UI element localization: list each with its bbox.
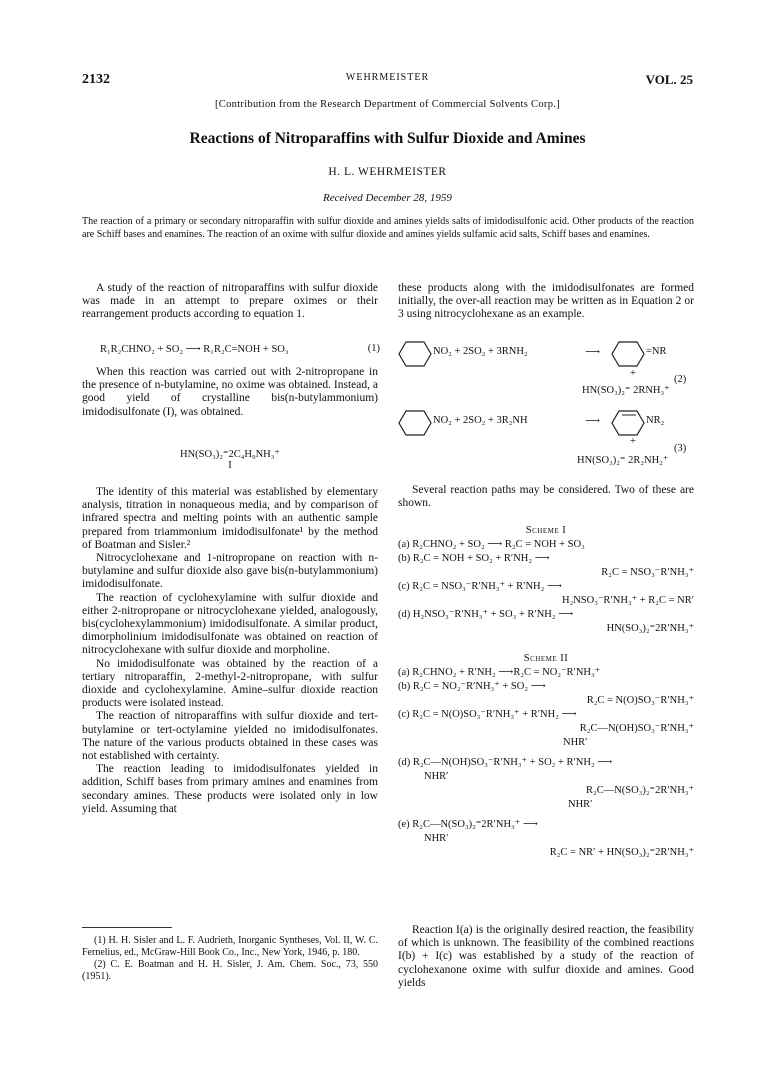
abstract: The reaction of a primary or secondary nitroparaffin with sulfur dioxide and amines yields salts of imidodisulfonic acid. Other products of the reaction are Schiff bases and enamines. The reaction of an oxime with sulfur dioxide and amines yields sulfamic acid salts, Schiff bases and enamines. [82,216,694,240]
scheme-step-product: R₂C = NR′ + HN(SO₃)₂⁼2R′NH₃⁺ [549,847,694,858]
scheme-step-product: HN(SO₃)₂⁼2R′NH₃⁺ [606,623,694,634]
arrow-icon: ⟶ [585,416,601,427]
compound-I [82,448,378,471]
running-title: WEHRMEISTER [345,72,430,83]
scheme-title: Scheme I [525,525,567,536]
eq2-number: (2) [674,374,687,385]
page-number: 2132 [82,72,110,87]
scheme-step: (a) R₂CHNO₂ + R′NH₂ ⟶R₂C = NO₂⁻R′NH₃⁺ [398,667,601,678]
received-date: Received December 28, 1959 [323,192,452,204]
scheme-step: (d) R₂C—N(OH)SO₃⁻R′NH₃⁺ + SO₂ + R′NH₂ ⟶ [398,757,613,768]
scheme-step: (e) R₂C—N(SO₃)₂⁼2R′NH₃⁺ ⟶ [398,819,538,830]
equation-number: (1) [367,343,380,354]
arrow-icon: ⟶ [585,347,601,358]
paragraph: A study of the reaction of nitroparaffins with sulfur dioxide was made in an attempt to prepare oximes or their rearrangement products according to equation 1. [82,282,378,321]
scheme-step: (a) R₂CHNO₂ + SO₂ ⟶ R₂C = NOH + SO₃ [398,539,585,550]
left-column-3 [82,486,378,816]
scheme-title: Scheme II [523,653,569,664]
scheme-step-product: R₂C = N(O)SO₃⁻R′NH₃⁺ [586,695,694,706]
eq3-plus: + [630,436,636,447]
scheme-substituent: NHR′ [424,833,449,844]
eq3-reactants: NO₂ + 2SO₂ + 3R₂NH [433,415,528,426]
scheme-step-product: R₂C—N(SO₃)₂⁼2R′NH₃⁺ [586,785,694,796]
footnote-1: (1) H. H. Sisler and L. F. Audrieth, Inorganic Syntheses, Vol. II, W. C. Fernelius, ed., McGraw-Hill Book Co., Inc., New York, 1946, p. 180. [82,935,378,958]
eq2-reactants: NO₂ + 2SO₂ + 3RNH₂ [433,346,528,357]
volume-label: VOL. 25 [645,72,693,87]
footnote-2: (2) C. E. Boatman and H. H. Sisler, J. Am. Chem. Soc., 73, 550 (1951). [82,959,378,982]
contribution-note: [Contribution from the Research Department of Commercial Solvents Corp.] [215,99,560,110]
paragraph: The reaction leading to imidodisulfonates yielded in addition, Schiff bases from primary amines and enamines from secondary amines. These products were isolated only in low yield. Assuming that [82,763,378,815]
left-column [82,282,378,322]
eq2-product: =NR [646,346,667,357]
paragraph: The reaction of cyclohexylamine with sulfur dioxide and either 2-nitropropane or nitrocyclohexane yielded, analogously, bis(cyclohexylammonium) imidodisulfonate. A similar product, dimorpholinium imidodisulfonate was obtained on reaction of nitrocyclohexane with sulfur dioxide and morpholine. [82,591,378,657]
footnotes [82,935,378,983]
left-column-2 [82,366,378,419]
paragraph: The identity of this material was established by elementary analysis, titration in nonaqueous media, and by comparison of infrared spectra and melting points with an authentic sample prepared from triammonium imidodisulfonate¹ by the method of Boatman and Sisler.² [82,486,378,551]
compound-label: I [228,460,232,471]
scheme-I [398,524,694,636]
paragraph: Reaction I(a) is the originally desired reaction, the feasibility of which is unknown. The feasibility of the combined reactions I(b) + I(c) was established by a study of the reaction of cyclohexanone oxime with sulfur dioxide and amines. Good yields [398,924,694,989]
scheme-step-product: R₂C—N(OH)SO₃⁻R′NH₃⁺ [579,723,694,734]
scheme-step-product: R₂C = NSO₃⁻R′NH₃⁺ [601,567,694,578]
paragraph: When this reaction was carried out with 2-nitropropane in the presence of n-butylamine, no oxime was obtained. Instead, a good yield of crystalline bis(n-butylammonium) imidodisulfonate (I), was obtained. [82,366,378,418]
eq2-plus: + [630,368,636,379]
scheme-step: (c) R₂C = NSO₃⁻R′NH₃⁺ + R′NH₂ ⟶ [398,581,562,592]
eq3-number: (3) [674,443,687,454]
eq2-salt: HN(SO₃)₂⁼ 2RNH₃⁺ [582,385,670,396]
article-title: Reactions of Nitroparaffins with Sulfur Dioxide and Amines [189,130,586,147]
eq3-salt: HN(SO₃)₂⁼ 2R₂NH₂⁺ [577,455,669,466]
scheme-substituent: NHR′ [424,771,449,782]
paragraph: No imidodisulfonate was obtained by the reaction of a tertiary nitroparaffin, 2-methyl-2-nitropropane, with sulfur dioxide and cyclohexylamine. Amine–sulfur dioxide reaction products were isolated instead. [82,657,378,710]
paragraph: Several reaction paths may be considered. Two of these are shown. [398,484,694,510]
footnote-rule [82,927,172,928]
scheme-step: (b) R₂C = NO₂⁻R′NH₃⁺ + SO₂ ⟶ [398,681,546,692]
cyclohexane-ring-icon [398,339,432,369]
scheme-substituent: NHR′ [563,737,588,748]
right-column-2 [398,484,694,510]
author: H. L. WEHRMEISTER [328,166,447,178]
cyclohexenyl-ring-icon [611,408,645,438]
scheme-step: (b) R₂C = NOH + SO₂ + R′NH₂ ⟶ [398,553,550,564]
scheme-step: (d) H₂NSO₃⁻R′NH₃⁺ + SO₃ + R′NH₂ ⟶ [398,609,574,620]
right-column-3 [398,924,694,990]
scheme-II [398,652,694,860]
equation-text: R₁R₂CHNO₂ + SO₂ ⟶ R₁R₂C=NOH + SO₃ [100,344,289,355]
paragraph: these products along with the imidodisulfonates are formed initially, the over-all reaction may be written as in Equation 2 or 3 using nitrocyclohexane as an example. [398,282,694,321]
paragraph: Nitrocyclohexane and 1-nitropropane on reaction with n-butylamine and sulfur dioxide also gave bis(n-butylammonium) imidodisulfonate. [82,552,378,591]
cyclohexylidene-ring-icon [611,339,645,369]
paragraph: The reaction of nitroparaffins with sulfur dioxide and tert-butylamine or tert-octylamine yielded no imidodisulfonates. The nature of the various products obtained in these cases was not established with certainty. [82,710,378,763]
compound-formula: HN(SO₃)₂⁼2C₄H₉NH₃⁺ [180,449,280,460]
right-column [398,282,694,322]
eq3-product: NR₂ [646,415,665,426]
scheme-step: (c) R₂C = N(O)SO₃⁻R′NH₃⁺ + R′NH₂ ⟶ [398,709,577,720]
scheme-substituent: NHR′ [568,799,593,810]
cyclohexane-ring-icon [398,408,432,438]
scheme-step-product: H₂NSO₃⁻R′NH₃⁺ + R₂C = NR′ [561,595,694,606]
equation-1 [100,343,380,355]
